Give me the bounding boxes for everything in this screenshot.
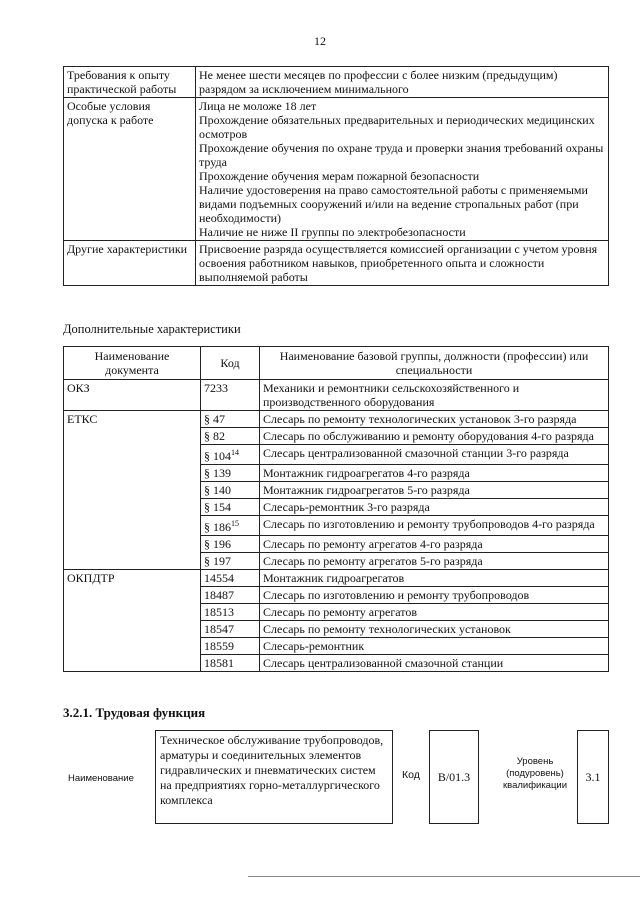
code-text: § 154 xyxy=(204,500,231,514)
requirements-table xyxy=(63,66,609,286)
table-row xyxy=(64,380,609,411)
profession-name-cell: Слесарь по ремонту агрегатов 5-го разряда xyxy=(260,553,609,570)
table-row xyxy=(64,570,609,587)
name-label: Наименование xyxy=(68,773,134,784)
profession-name-cell: Механики и ремонтники сельскохозяйственного и производственного оборудования xyxy=(260,380,609,411)
code-text: 18559 xyxy=(204,639,234,653)
page-bottom-line xyxy=(248,876,640,877)
code-cell xyxy=(201,428,260,445)
row-label: Требования к опыту практической работы xyxy=(64,67,196,98)
labor-function-title: 3.2.1. Трудовая функция xyxy=(63,705,206,720)
requirement-line: Не менее шести месяцев по профессии с более низким (предыдущим) разрядом за исключением минимального xyxy=(199,68,558,96)
profession-name-cell: Слесарь централизованной смазочной станции xyxy=(260,655,609,672)
row-label: Другие характеристики xyxy=(64,241,196,286)
profession-name-cell: Слесарь по изготовлению и ремонту трубопроводов 4-го разряда xyxy=(260,516,609,536)
row-value xyxy=(196,67,609,98)
code-text: § 139 xyxy=(204,466,231,480)
profession-name-cell: Слесарь по ремонту технологических установок xyxy=(260,621,609,638)
code-cell xyxy=(201,465,260,482)
code-text: 18513 xyxy=(204,605,234,619)
document-cell: ОКПДТР xyxy=(64,570,201,672)
profession-name-cell: Слесарь по ремонту технологических установок 3-го разряда xyxy=(260,411,609,428)
profession-name-cell: Слесарь по ремонту агрегатов xyxy=(260,604,609,621)
requirement-line: Лица не моложе 18 лет xyxy=(199,99,317,113)
table-row xyxy=(64,241,609,286)
row-value xyxy=(196,241,609,286)
code-cell xyxy=(201,411,260,428)
code-cell xyxy=(201,380,260,411)
profession-name-cell: Монтажник гидроагрегатов 4-го разряда xyxy=(260,465,609,482)
requirement-line: Прохождение обучения по охране труда и проверки знания требований охраны труда xyxy=(199,141,604,169)
header-document: Наименование документа xyxy=(64,347,201,380)
document-cell: ОКЗ xyxy=(64,380,201,411)
code-text: § 186 xyxy=(204,520,231,534)
code-cell xyxy=(201,638,260,655)
table-header-row xyxy=(64,347,609,380)
profession-name-cell: Слесарь централизованной смазочной станции 3-го разряда xyxy=(260,445,609,465)
requirement-line: Наличие удостоверения на право самостоятельной работы с применяемыми видами подъемных сооружений и/или на ведение стропальных работ (при необходимости) xyxy=(199,183,588,225)
code-text: § 104 xyxy=(204,449,231,463)
code-text: 18581 xyxy=(204,656,234,670)
code-text: 14554 xyxy=(204,571,234,585)
code-cell xyxy=(201,482,260,499)
code-cell xyxy=(201,655,260,672)
qualification-level: 3.1 xyxy=(577,730,609,824)
requirement-line: Прохождение обучения мерам пожарной безопасности xyxy=(199,169,480,183)
footnote-ref: 15 xyxy=(231,519,239,528)
code-text: § 82 xyxy=(204,429,225,443)
requirement-line: Присвоение разряда осуществляется комиссией организации с учетом уровня освоения работником навыков, приобретенного опыта и сложности выполняемой работы xyxy=(199,242,598,284)
function-description: Техническое обслуживание трубопроводов, арматуры и соединительных элементов гидравлических и пневматических систем на предприятиях горно-металлургического комплекса xyxy=(155,730,393,824)
requirement-line: Наличие не ниже II группы по электробезопасности xyxy=(199,225,466,239)
code-cell xyxy=(201,604,260,621)
profession-name-cell: Слесарь по изготовлению и ремонту трубопроводов xyxy=(260,587,609,604)
level-label: Уровень (подуровень) квалификации xyxy=(502,756,568,791)
profession-name-cell: Монтажник гидроагрегатов 5-го разряда xyxy=(260,482,609,499)
profession-name-cell: Слесарь по обслуживанию и ремонту оборудования 4-го разряда xyxy=(260,428,609,445)
code-text: § 47 xyxy=(204,412,225,426)
page-number: 12 xyxy=(314,34,326,48)
code-text: 7233 xyxy=(204,381,228,395)
row-value xyxy=(196,98,609,241)
code-cell xyxy=(201,553,260,570)
code-text: 18487 xyxy=(204,588,234,602)
profession-name-cell: Монтажник гидроагрегатов xyxy=(260,570,609,587)
table-row xyxy=(64,411,609,428)
additional-table-body xyxy=(64,380,609,672)
code-cell xyxy=(201,516,260,536)
profession-name-cell: Слесарь по ремонту агрегатов 4-го разряда xyxy=(260,536,609,553)
code-text: § 140 xyxy=(204,483,231,497)
code-text: 18547 xyxy=(204,622,234,636)
code-cell xyxy=(201,536,260,553)
footnote-ref: 14 xyxy=(231,448,239,457)
code-cell xyxy=(201,621,260,638)
table-row xyxy=(64,67,609,98)
header-code: Код xyxy=(201,347,260,380)
function-code: B/01.3 xyxy=(429,730,479,824)
header-name: Наименование базовой группы, должности (профессии) или специальности xyxy=(260,347,609,380)
code-text: § 196 xyxy=(204,537,231,551)
additional-title: Дополнительные характеристики xyxy=(63,322,241,336)
code-cell xyxy=(201,570,260,587)
code-label: Код xyxy=(402,769,420,781)
row-label: Особые условия допуска к работе xyxy=(64,98,196,241)
code-cell xyxy=(201,445,260,465)
profession-name-cell: Слесарь-ремонтник 3-го разряда xyxy=(260,499,609,516)
code-cell xyxy=(201,499,260,516)
table-row xyxy=(64,98,609,241)
code-text: § 197 xyxy=(204,554,231,568)
profession-name-cell: Слесарь-ремонтник xyxy=(260,638,609,655)
code-cell xyxy=(201,587,260,604)
document-cell: ЕТКС xyxy=(64,411,201,570)
additional-table xyxy=(63,346,609,672)
requirement-line: Прохождение обязательных предварительных и периодических медицинских осмотров xyxy=(199,113,595,141)
